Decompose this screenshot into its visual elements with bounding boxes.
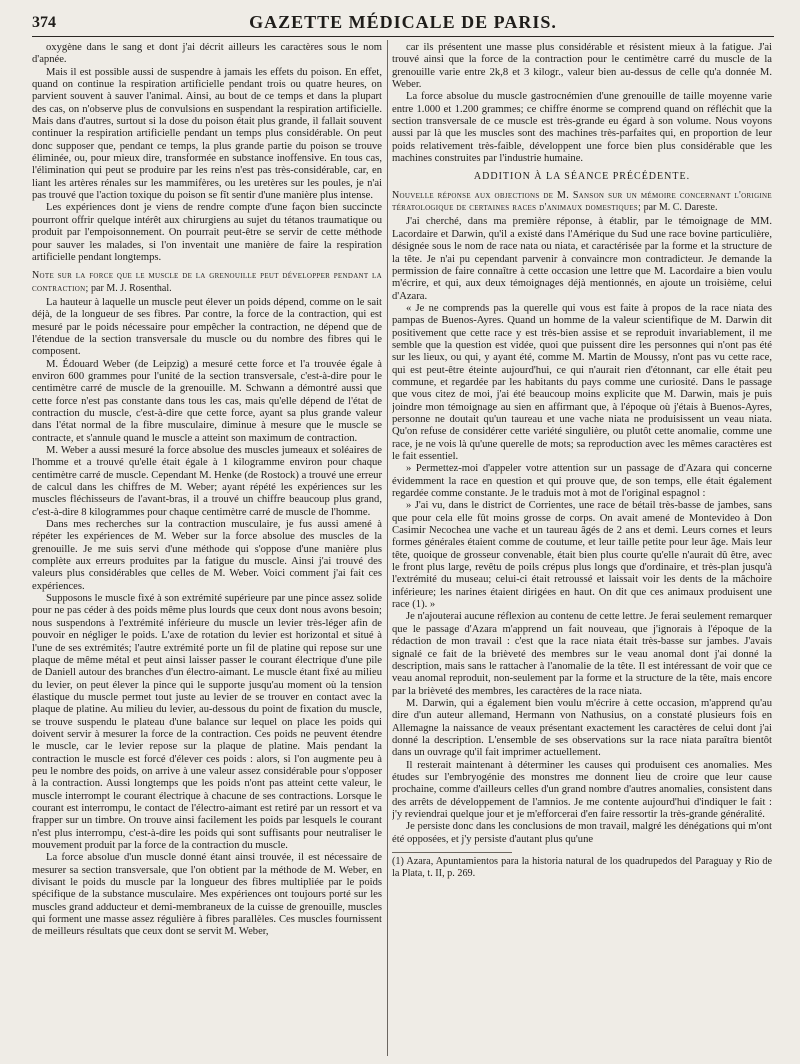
column-divider bbox=[387, 40, 388, 1056]
paragraph: « Je ne comprends pas la querelle qui vous est faite à propos de la race niata des pampas de Buenos-Ayres. Quand un homme de la valeur scientifique de M. Darwin dit positivement que cette race y est très-bien assise et se reproduit invariablement, il me semble que la question est vidée, quoi que puissent dire les personnes qui n'ont pas été sur les lieux, ou qui, y ayant été, comme M. Martin de Moussy, n'ont pas vu cette race, qui est peut-être éteinte aujourd'hui, ce qui n'aurait rien d'étonnant, car elle était peu commune, et regardée par les habitants du pays comme une curiosité. Dans le passage que vous citez de moi, j'ai été beaucoup moins explicite que M. Darwin, mais je puis joindre mon témoignage au sien en affirmant que, à l'époque où j'étais à Buenos-Ayres, personne ne doutait qu'un taureau et une vache niata ne produisissent un veau niata. Qu'on refuse de considérer cette variété singulière, ou plutôt cette anomalie, comme une race, je ne vois là qu'une querelle de mots; sa reproduction avec les mêmes caractères est le fait essentiel. bbox=[392, 302, 772, 462]
paragraph: Supposons le muscle fixé à son extrémité supérieure par une pince assez solide pour ne pas céder à des poids même plus lourds que ceux dont nous avons besoin; nous suspendons à l'extrémité inférieure du muscle un levier très-léger afin de pouvoir en négliger le poids. L'axe de rotation du levier est horizontal et situé à l'une de ses extrémités; l'autre extrémité porte un fil de platine qui repose sur une plaque de même métal et peut ainsi laisser passer le courant électrique d'une pile de Daniell autour des branches d'un électro-aimant. Le muscle étant fixé au milieu du levier, on peut élever la pince qui le supporte jusqu'au moment où la tension élastique du muscle permet tout juste au levier de se trouver en contact avec la plaque de platine. Au milieu du levier, au-dessous du point de fixation du muscle, se trouve suspendu le plateau d'une balance sur lequel on place les poids qui doivent servir à mesurer la force de la contraction. Ces poids ne peuvent étendre le muscle, car le levier repose sur la plaque de platine. Mais pendant la contraction le muscle est forcé d'élever ces poids : alors, si l'on augmente peu à peu le nombre des poids, on arrive à une valeur assez considérable pour s'opposer à la contraction. Aussi longtemps que les poids n'ont pas atteint cette valeur, le muscle interrompt le courant électrique à chacune de ses contractions. Lorsque le courant est interrompu, le contact de l'électro-aimant est retiré par un ressort et va frapper sur un timbre. On trouve ainsi facilement les poids par lesquels le courant n'est plus interrompu, c'est-à-dire les poids qui sont suffisants pour neutraliser le mouvement produit par la force de la contraction du muscle. bbox=[32, 593, 382, 851]
paragraph: Il resterait maintenant à déterminer les causes qui produisent ces anomalies. Mes études sur l'embryogénie des monstres me donnent lieu de croire que leur cause prochaine, comme d'ailleurs celles d'un grand nombre d'autres anomalies, consistent dans des arrêts de développement de l'amnios. Je me contente aujourd'hui d'indiquer le fait : j'y reviendrai quelque jour et je m'efforcerai d'en faire ressortir la très-grande généralité. bbox=[392, 759, 772, 820]
paragraph: Je n'ajouterai aucune réflexion au contenu de cette lettre. Je ferai seulement remarquer que le passage d'Azara m'apprend un fait nouveau, que j'ignorais à l'époque de la rédaction de mon travail : c'est que la race niata était très-basse sur jambes. J'avais signalé ce fait de la brièveté des membres sur le veau anomal dont j'ai donné la description, mais sans le rattacher à l'anomalie de la tête. Il est intéressant de voir que ce veau anomal reproduit, non-seulement par la forme et la structure de la tête, mais encore par la brièveté des membres, les caractères de la race niata. bbox=[392, 611, 772, 697]
article-author: par M. J. Rosenthal. bbox=[91, 282, 172, 294]
paragraph: Les expériences dont je viens de rendre compte d'une façon bien succincte pourront offrir quelque intérêt aux chirurgiens au sujet du tétanos traumatique ou produit par l'empoisonnement. On pourrait peut-être se servir de cette méthode pour sauver les malades, si l'on inventait une manière de faire la respiration artificielle pendant longtemps. bbox=[32, 202, 382, 263]
paragraph: La force absolue d'un muscle donné étant ainsi trouvée, il est nécessaire de mesurer sa section transversale, que l'on obtient par la méthode de M. Weber, en divisant le poids du muscle par la longueur des fibres multipliée par le poids spécifique de la substance musculaire. Mes expériences ont toujours porté sur les muscles grand adducteur et demi-membraneux de la cuisse de grenouille, muscles qui forment une masse assez régulière à fibres parallèles. Ces muscles fournissent de meilleurs résultats que ceux dont se servit M. Weber, bbox=[32, 852, 382, 938]
article-title: Note sur la force que le muscle de la grenouille peut développer pendant la contraction; bbox=[32, 270, 382, 294]
paragraph: M. Weber a aussi mesuré la force absolue des muscles jumeaux et soléaires de l'homme et a trouvé qu'elle était égale à 1 kilogramme environ pour chaque centimètre carré de muscle. Cependant M. Henke (de Rostock) a trouvé une erreur de calcul dans les chiffres de M. Weber; ayant répété les expériences sur les muscles fléchisseurs de l'avant-bras, il a trouvé un chiffre beaucoup plus grand, c'est-à-dire 8 kilogrammes pour chaque centimètre carré de muscle de l'homme. bbox=[32, 445, 382, 518]
header-rule bbox=[32, 36, 774, 37]
article-title: Nouvelle réponse aux objections de M. Sanson sur un mémoire concernant l'origine tératologique de certaines races d'animaux domestiques; bbox=[392, 189, 772, 214]
page-number: 374 bbox=[32, 14, 56, 31]
footnote: (1) Azara, Apuntamientos para la historia natural de los quadrupedos del Paraguay y Rio de la Plata, t. II, p. 269. bbox=[392, 856, 772, 879]
paragraph: M. Darwin, qui a également bien voulu m'écrire à cette occasion, m'apprend qu'au dire d'un auteur allemand, Hermann von Nathusius, on a constaté plusieurs fois en Allemagne la naissance de veaux présentant exactement les caractères de celui dont j'ai donné la description. L'ensemble de ses observations sur la race niata paraîtra bientôt dans un ouvrage qu'il fait imprimer actuellement. bbox=[392, 697, 772, 759]
footnote-rule bbox=[392, 852, 512, 853]
paragraph: La hauteur à laquelle un muscle peut élever un poids dépend, comme on le sait déjà, de la longueur de ses fibres. Par contre, la force de la contraction, qui est mesuré par le poids nécessaire pour empêcher la contraction, ne dépend que de l'étendue de la section transversale du muscle ou du nombre des fibres qui le composent. bbox=[32, 296, 382, 358]
paragraph: Je persiste donc dans les conclusions de mon travail, malgré les dénégations qui m'ont été opposées, et j'y persiste d'autant plus qu'une bbox=[392, 821, 772, 845]
paragraph: J'ai cherché, dans ma première réponse, à établir, par le témoignage de MM. Lacordaire et Darwin, qu'il a existé dans l'Amérique du Sud une race bovine particulière, désignée sous le nom de race nata ou niata, et caractérisée par la forme et la structure de la tête. Je n'ai pu cependant parvenir à convaincre mon contradicteur. Je demande la permission de faire connaître à cette occasion une lettre que M. Lacordaire a bien voulu m'écrire, et qui, aux deux témoignages déjà mentionnés, en ajoute un troisième, celui d'Azara. bbox=[392, 216, 772, 302]
right-column bbox=[392, 42, 772, 1056]
article-heading bbox=[32, 270, 382, 295]
paragraph: » Permettez-moi d'appeler votre attention sur un passage de d'Azara qui concerne évidemment la race en question et qui prouve que, de son temps, elle était également regardée comme constante. Je le traduis mot à mot de l'original espagnol : bbox=[392, 463, 772, 500]
article-heading bbox=[392, 190, 772, 215]
journal-title: GAZETTE MÉDICALE DE PARIS. bbox=[249, 12, 557, 32]
article-author: par M. C. Dareste. bbox=[643, 202, 718, 214]
paragraph: » J'ai vu, dans le district de Corrientes, une race de bétail très-basse de jambes, sans que pour cela elle fût moins grosse de corps. On avait amené de Montevideo à Don Casimir Necochea une vache et un taureau âgés de 2 ans et demi. Leurs cornes et leurs formes générales étaient comme de coutume, et leur taille petite pour leur âge. Mais leur tête, quoique de grosseur convenable, était bien plus courte qu'elle n'aurait dû être, avec le front plus large, revêtu de poils crépus plus longs que d'ordinaire, et très-plan jusqu'à l'extrémité du museau; celui-ci était retroussé et laissait voir les dents de la mâchoire inférieure; les narines étaient dirigées en haut. On dit que ces animaux produisent une race (1). » bbox=[392, 500, 772, 611]
paragraph: Mais il est possible aussi de suspendre à jamais les effets du poison. En effet, quand on continue la respiration artificielle pendant trois ou quatre heures, on parvient souvent à sauver l'animal. Ainsi, au bout de ce temps et dans la plupart des cas, on n'observe plus de convulsions en suspendant la respiration artificielle. Mais dans d'autres, surtout si la dose du poison était plus grande, il fallait souvent continuer la respiration artificielle pendant un temps plus considérable. On peut donc supposer que, pendant ce temps, la plus grande partie du poison se trouve éliminée, ou, pour mieux dire, transformée en substance inoffensive. En tous cas, l'élimination qui peut se produire par les reins n'est pas très-considérable, car, en liant les artères rénales sur les mammifères, ou les uretères sur les poules, je n'ai pas trouvé que l'action toxique du poison se fît sentir d'une manière plus intense. bbox=[32, 66, 382, 202]
left-column bbox=[32, 42, 382, 1056]
paragraph: oxygène dans le sang et dont j'ai décrit ailleurs les caractères sous le nom d'apnée. bbox=[32, 42, 382, 66]
paragraph: M. Édouard Weber (de Leipzig) a mesuré cette force et l'a trouvée égale à environ 600 grammes pour l'unité de la section transversale, c'est-à-dire pour le centimètre carré de muscle de la grenouille. M. Schwann a démontré aussi que cette force n'est pas constante dans tous les cas, mais qu'elle dépend de l'état de contraction du muscle, c'est-à-dire que cette force, ayant sa plus grande valeur dans l'état normal de la fibre musculaire, diminue à mesure que le muscle se contracte, et s'annule quand le muscle a atteint son maximum de contraction. bbox=[32, 358, 382, 444]
paragraph: Dans mes recherches sur la contraction musculaire, je fus aussi amené à répéter les expériences de M. Weber sur la force absolue des muscles de la grenouille. Je me suis servi d'une méthode qui s'oppose d'une manière plus complète aux erreurs produites par la fatigue du muscle. Ainsi j'ai trouvé des valeurs plus considérables que celles de M. Weber. Voici comment j'ai fait ces expériences. bbox=[32, 519, 382, 592]
section-heading: ADDITION À LA SÉANCE PRÉCÉDENTE. bbox=[473, 171, 691, 183]
page-header bbox=[32, 8, 774, 36]
paragraph: La force absolue du muscle gastrocnémien d'une grenouille de taille moyenne varie entre 1.000 et 1.200 grammes; ce chiffre énorme se comprend quand on réfléchit que la section transversale de ce muscle est très-grande eu égard à son volume. Nous voyons aussi par là que les muscles sont des machines très-parfaites qui, en proportion de leur poids relativement très-faible, développent une force bien plus considérable que les machines construites par l'industrie humaine. bbox=[392, 91, 772, 165]
paragraph: car ils présentent une masse plus considérable et résistent mieux à la fatigue. J'ai trouvé ainsi que la force de la contraction pour le centimètre carré du muscle de la grenouille varie entre 2k,8 et 3 kilogr., valeur bien au-dessus de celle qu'a donnée M. Weber. bbox=[392, 42, 772, 91]
